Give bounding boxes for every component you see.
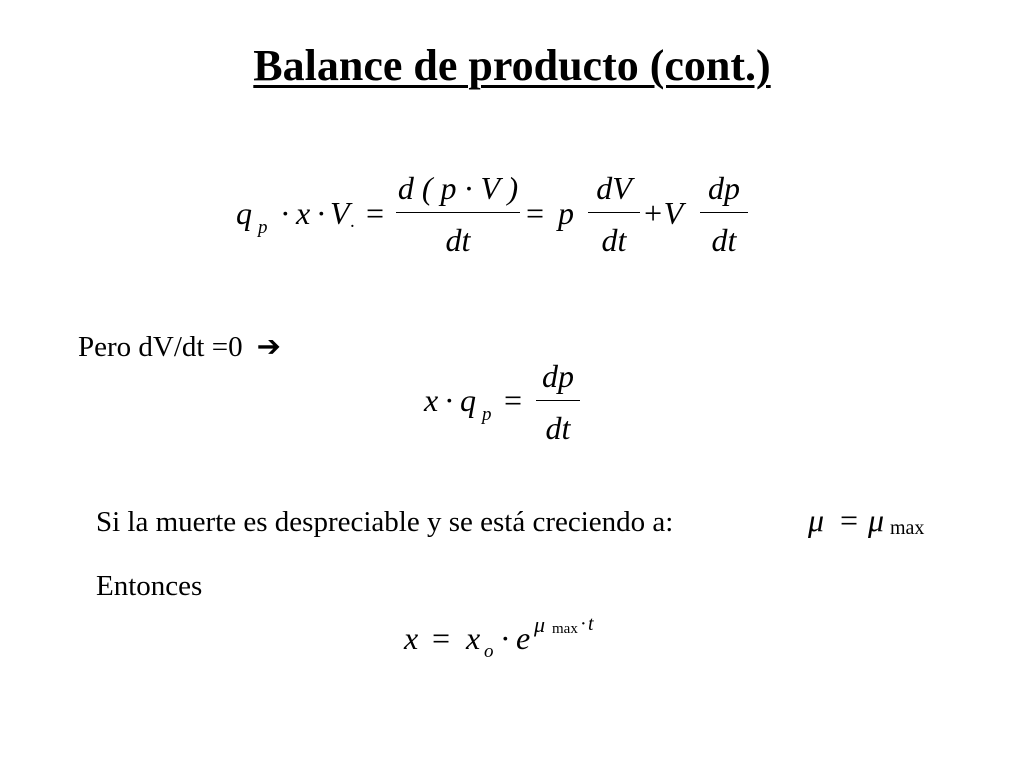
eq3-exponent-mu: μ (534, 612, 546, 637)
eq1-equals-1: = (366, 195, 385, 231)
eq1-V: V (330, 195, 350, 231)
eq2-q-subscript: p (482, 404, 492, 425)
equation-product-balance (0, 0, 1024, 300)
eq2-fraction-dp-dt (536, 358, 580, 448)
eq1-dot-1: · (280, 195, 291, 231)
equation-mu-max (800, 496, 960, 542)
eq3-x: x (404, 620, 419, 656)
eq2-fraction-numerator: dp (542, 358, 574, 394)
fraction-bar (700, 212, 748, 213)
fraction-bar (396, 212, 520, 213)
eq1-fraction-1-numerator: d ( p · V ) (397, 170, 519, 206)
eq3-x0: x (466, 620, 481, 656)
eq1-fraction-2-numerator: dV (596, 170, 632, 206)
eq1-p: p (558, 195, 574, 231)
eq1-fraction-3-numerator: dp (708, 170, 740, 206)
eq1-fraction-2-denominator: dt (601, 222, 627, 258)
fraction-bar (536, 400, 580, 401)
eq1-fraction-dp-dt (700, 168, 748, 258)
eq3-exponent-t: t (588, 613, 594, 635)
eq1-equals-2: = (526, 195, 545, 231)
eq1-fraction-d-pV-dt (396, 168, 520, 258)
eq1-x: x (296, 195, 311, 231)
equation-exponential-growth (0, 600, 1024, 680)
eq1-q: q (236, 195, 252, 231)
eq1-plus-V: +V (642, 195, 684, 231)
eq1-dot-2: · (316, 195, 327, 231)
then-text: Entonces (96, 570, 203, 602)
eq1-q-subscript: p (258, 217, 268, 238)
eq2-fraction-denominator: dt (545, 410, 571, 446)
mu-max-subscript: max (890, 517, 925, 539)
arrow-right-icon: ➔ (256, 331, 281, 363)
mu-symbol: μ (808, 502, 825, 538)
slide-title-text: Balance de producto (cont.) (253, 41, 771, 90)
mu-max-symbol: μ (868, 502, 885, 538)
statement-text: Si la muerte es despreciable y se está creciendo a: (96, 506, 674, 538)
eq1-fraction-3-denominator: dt (711, 222, 737, 258)
equation-dp-dt (0, 350, 1024, 460)
eq2-x: x (424, 382, 439, 418)
eq2-q: q (460, 382, 476, 418)
eq3-exponent-max: max (552, 621, 578, 637)
eq1-V-subscript: . (350, 211, 355, 232)
fraction-bar (588, 212, 640, 213)
eq3-x0-subscript: o (484, 641, 494, 662)
mu-equals: = (840, 502, 859, 538)
eq3-equals: = (432, 620, 451, 656)
eq3-exponent-dot: · (580, 613, 587, 635)
eq3-dot: · (500, 620, 511, 656)
eq3-e: e (516, 620, 531, 656)
eq2-dot: · (444, 382, 455, 418)
eq1-fraction-dV-dt (588, 168, 640, 258)
eq2-equals: = (504, 382, 523, 418)
condition-text: Pero dV/dt =0 (78, 331, 243, 363)
eq1-fraction-1-denominator: dt (445, 222, 471, 258)
